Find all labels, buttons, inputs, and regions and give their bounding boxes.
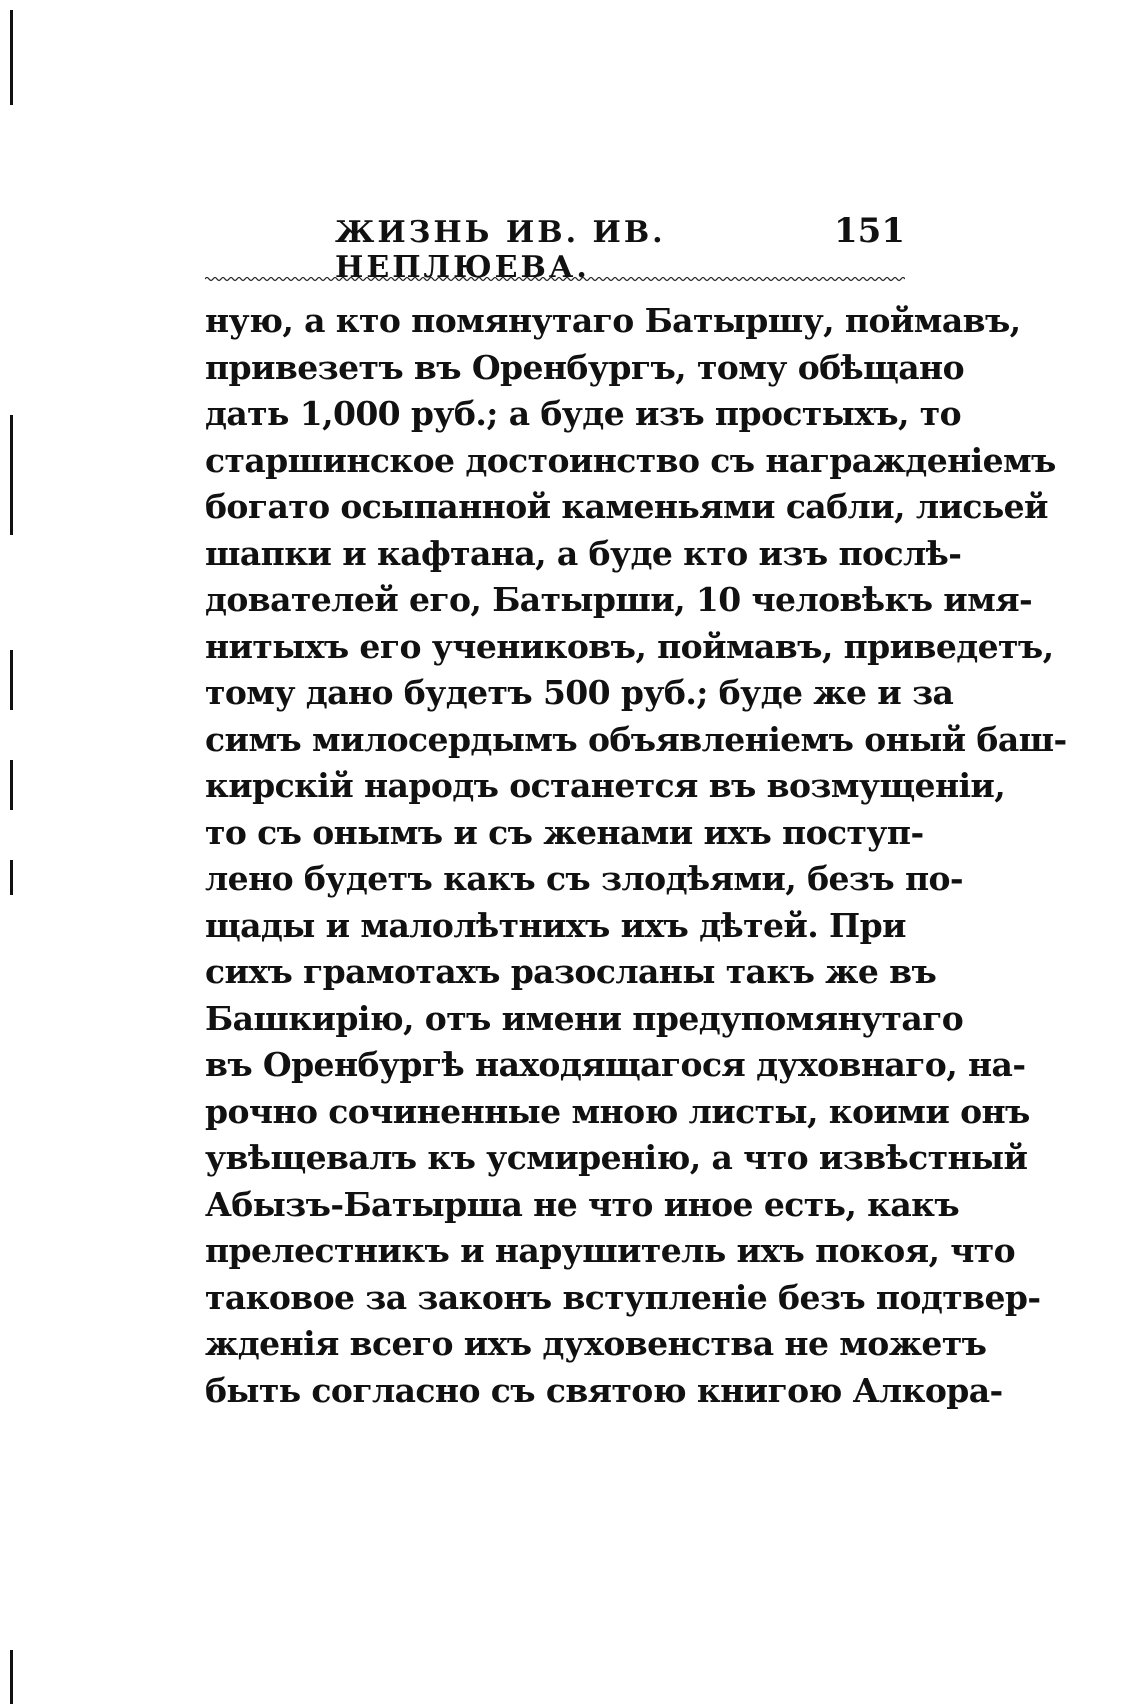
text-line: тому дано будетъ 500 руб.; буде же и за [205,673,954,712]
text-line: симъ милосердымъ объявленіемъ оный баш- [205,719,1067,759]
text-line: старшинское достоинство съ награжденіемъ [205,440,1056,480]
text-line: сихъ грамотахъ разосланы такъ же въ [205,952,937,991]
scan-edge-mark [10,650,13,710]
page-header [205,211,905,285]
text-line: привезетъ въ Оренбургъ, тому обѣщано [205,347,964,387]
page-number: 151 [834,211,905,251]
text-line: увѣщевалъ къ усмиренію, а что извѣстный [205,1138,1028,1177]
scan-edge-mark [10,760,13,810]
scan-edge-mark [10,1650,13,1704]
text-line: щады и малолѣтнихъ ихъ дѣтей. При [205,905,906,945]
text-line: ную, а кто помянутаго Батыршу, поймавъ, [205,301,1021,340]
text-line: таковое за законъ вступленіе безъ подтвер- [205,1277,1041,1317]
scan-edge-mark [10,10,13,105]
text-line: то съ онымъ и съ женами ихъ поступ- [205,812,924,852]
running-title: ЖИЗНЬ ИВ. ИВ. НЕПЛЮЕВА. [335,215,666,285]
text-line: жденія всего ихъ духовенства не можетъ [205,1324,987,1363]
text-line: дователей его, Батырши, 10 человѣкъ имя- [205,580,1033,619]
text-line: въ Оренбургѣ находящагося духовнаго, на- [205,1045,1026,1084]
header-rule [205,276,905,282]
text-line: нитыхъ его учениковъ, поймавъ, приведетъ, [205,626,1054,666]
text-line: кирскій народъ останется въ возмущеніи, [205,766,1006,805]
scan-edge-mark [10,860,13,895]
text-line: быть согласно съ святою книгою Алкора- [205,1370,1003,1410]
text-line: лено будетъ какъ съ злодѣями, безъ по- [205,859,964,898]
text-line: дать 1,000 руб.; а буде изъ простыхъ, то [205,394,962,433]
text-line: Абызъ-Батырша не что иное есть, какъ [205,1184,960,1224]
text-line: прелестникъ и нарушитель ихъ покоя, что [205,1231,1016,1270]
body-text [205,298,1067,1414]
text-line: богато осыпанной каменьями сабли, лисьей [205,487,1048,526]
scan-edge-mark [10,415,13,535]
text-line: Башкирію, отъ имени предупомянутаго [205,998,964,1038]
text-line: рочно сочиненные мною листы, коими онъ [205,1091,1030,1131]
text-line: шапки и кафтана, а буде кто изъ послѣ- [205,533,962,573]
